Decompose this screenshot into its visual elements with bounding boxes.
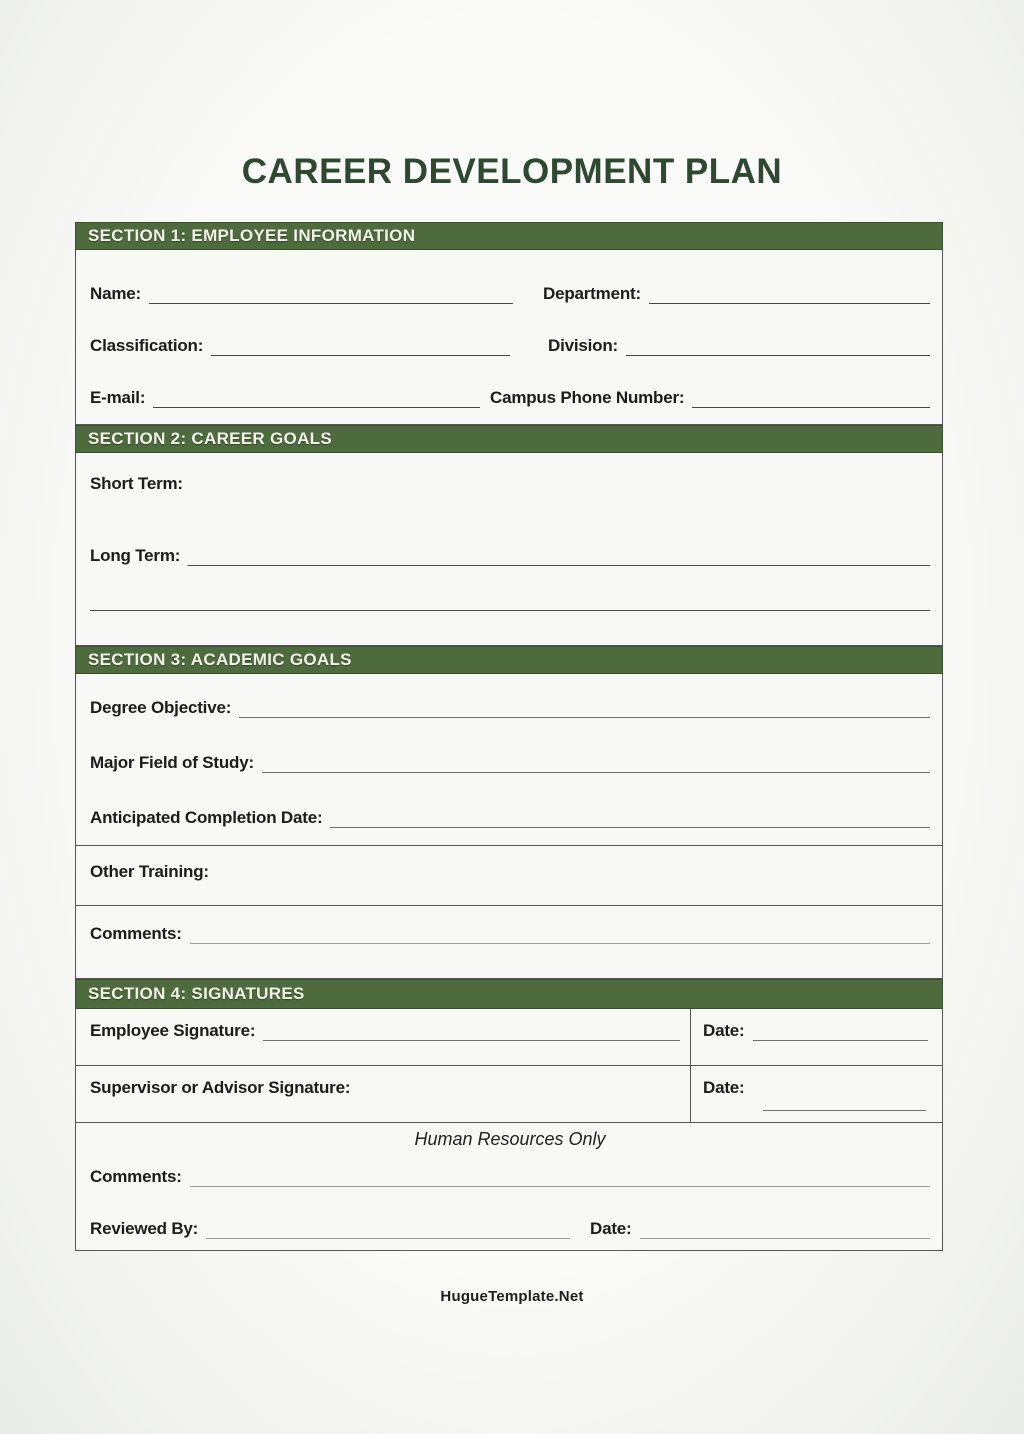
employee-signature-field [90, 1021, 680, 1041]
section-3-body-top [75, 674, 943, 846]
employee-signature-row [75, 1009, 943, 1066]
supervisor-date-cell [691, 1066, 942, 1122]
employee-signature-label: Employee Signature: [90, 1021, 256, 1040]
division-input-line[interactable] [626, 341, 930, 356]
long-term-input-line-2[interactable] [90, 610, 930, 611]
degree-objective-input-line[interactable] [239, 703, 930, 718]
hr-comments-label: Comments: [90, 1167, 182, 1186]
row-email-phone [90, 388, 930, 408]
employee-date-field [703, 1021, 928, 1041]
anticipated-completion-field [90, 808, 930, 828]
employee-date-input-line[interactable] [753, 1026, 928, 1041]
employee-signature-input-line[interactable] [263, 1026, 680, 1041]
email-input-line[interactable] [153, 393, 480, 408]
degree-objective-label: Degree Objective: [90, 698, 232, 717]
reviewed-date-input-line[interactable] [640, 1224, 930, 1239]
human-resources-block [75, 1123, 943, 1251]
classification-field-group [90, 336, 510, 356]
short-term-label: Short Term: [90, 474, 183, 493]
row-name-department [90, 284, 930, 304]
section-1-header: SECTION 1: EMPLOYEE INFORMATION [75, 222, 943, 250]
name-input-line[interactable] [149, 289, 513, 304]
supervisor-date-input-line[interactable] [763, 1110, 926, 1111]
classification-input-line[interactable] [211, 341, 510, 356]
name-field-group [90, 284, 513, 304]
division-label: Division: [548, 336, 618, 355]
email-field-group [90, 388, 480, 408]
campus-phone-field-group [490, 388, 930, 408]
reviewed-by-input-line[interactable] [206, 1224, 570, 1239]
classification-label: Classification: [90, 336, 204, 355]
degree-objective-field [90, 698, 930, 718]
email-label: E-mail: [90, 388, 146, 407]
reviewed-by-field [90, 1219, 570, 1239]
major-field-input-line[interactable] [262, 758, 930, 773]
row-classification-division [90, 336, 930, 356]
department-label: Department: [543, 284, 641, 303]
section-1-body [75, 250, 943, 425]
department-field-group [543, 284, 930, 304]
hr-only-note: Human Resources Only [414, 1129, 606, 1149]
date-label: Date: [703, 1078, 745, 1097]
career-development-form [75, 222, 943, 1251]
department-input-line[interactable] [649, 289, 930, 304]
other-training-label: Other Training: [90, 862, 209, 881]
long-term-label: Long Term: [90, 546, 181, 565]
long-term-input-line[interactable] [188, 551, 930, 566]
date-label: Date: [703, 1021, 745, 1040]
comments-label: Comments: [90, 924, 182, 943]
supervisor-signature-field [90, 1078, 680, 1098]
page-title: CAREER DEVELOPMENT PLAN [241, 152, 783, 191]
anticipated-completion-label: Anticipated Completion Date: [90, 808, 323, 827]
anticipated-completion-input-line[interactable] [330, 813, 930, 828]
short-term-input-area[interactable] [183, 474, 930, 494]
other-training-field [90, 862, 930, 882]
employee-signature-cell [76, 1009, 691, 1065]
section-4-header: SECTION 4: SIGNATURES [75, 979, 943, 1009]
supervisor-signature-label: Supervisor or Advisor Signature: [90, 1078, 351, 1097]
employee-date-cell [691, 1009, 942, 1065]
campus-phone-input-line[interactable] [692, 393, 930, 408]
short-term-field [90, 474, 930, 494]
reviewed-date-field [590, 1219, 930, 1239]
long-term-field [90, 546, 930, 566]
date-label: Date: [590, 1219, 632, 1238]
section-3-comments-field [90, 924, 930, 944]
name-label: Name: [90, 284, 141, 303]
reviewed-by-label: Reviewed By: [90, 1219, 199, 1238]
campus-phone-label: Campus Phone Number: [490, 388, 685, 407]
other-training-row [75, 846, 943, 906]
comments-input-line[interactable] [190, 929, 930, 944]
section-3-header: SECTION 3: ACADEMIC GOALS [75, 646, 943, 674]
section-2-body [75, 453, 943, 646]
supervisor-signature-cell [76, 1066, 691, 1122]
section-3-comments-row [75, 906, 943, 979]
supervisor-signature-row [75, 1066, 943, 1123]
footer-watermark: HugueTemplate.Net [440, 1288, 584, 1305]
other-training-input-area[interactable] [209, 862, 930, 882]
hr-comments-input-line[interactable] [190, 1172, 930, 1187]
hr-comments-field [90, 1167, 930, 1187]
major-field-of-study-field [90, 753, 930, 773]
division-field-group [548, 336, 930, 356]
section-2-header: SECTION 2: CAREER GOALS [75, 425, 943, 453]
hr-reviewed-row [90, 1219, 930, 1239]
major-field-label: Major Field of Study: [90, 753, 254, 772]
